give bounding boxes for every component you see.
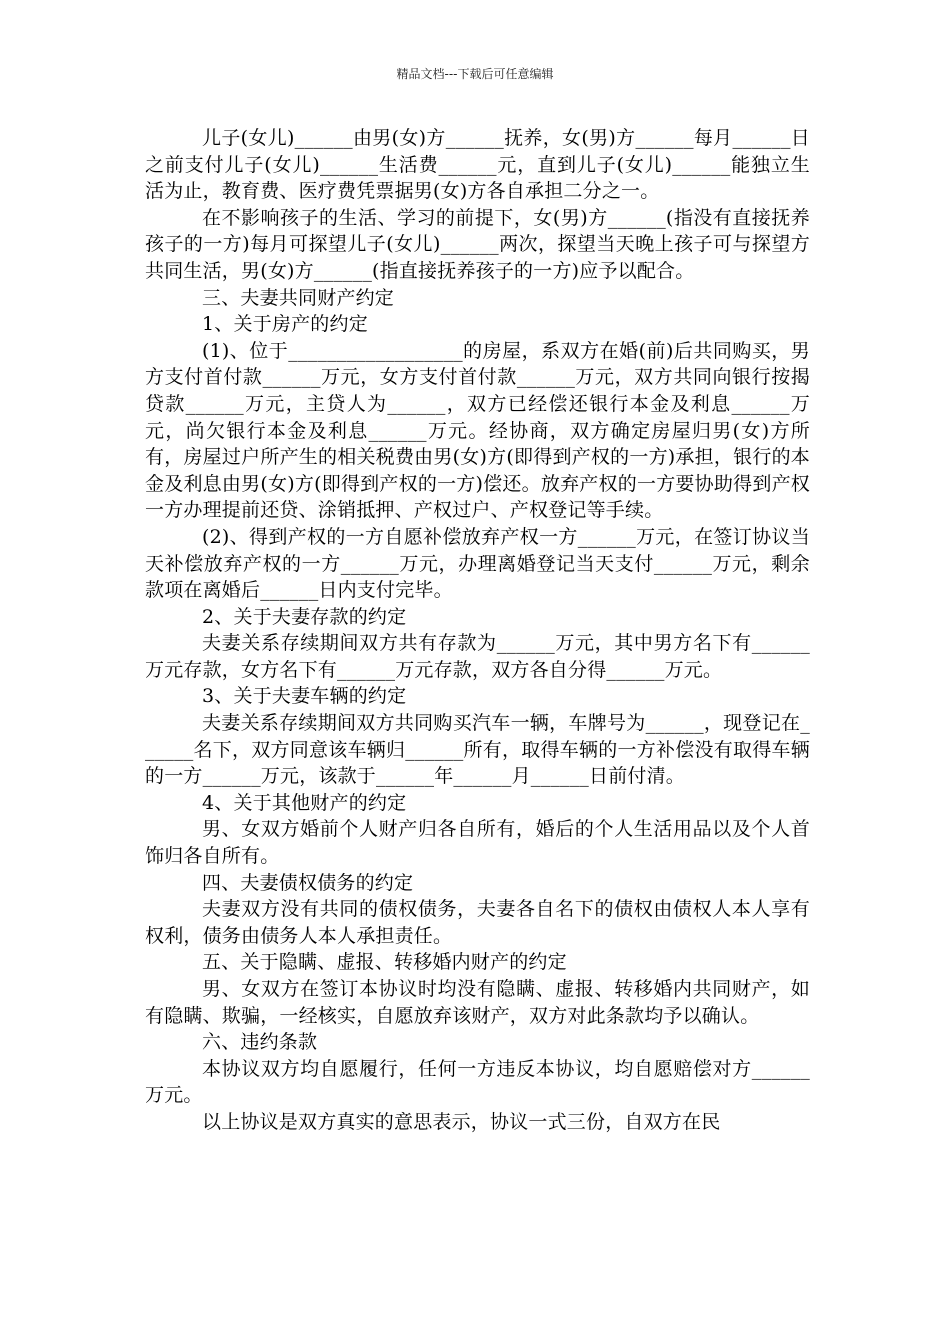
section-heading-property: 三、夫妻共同财产约定 [202,286,395,309]
paragraph-custody: 儿子(女儿)______由男(女)方______抚养，女(男)方______每月______日之前支付儿子(女儿)______生活费______元，直到儿子(女儿)______能独立生活为止，教育费、医疗费凭票据男(女)方各自承担二分之一。 [145,127,810,203]
paragraph-visitation: 在不影响孩子的生活、学习的前提下，女(男)方______(指没有直接抚养孩子的一方)每月可探望儿子(女儿)______两次，探望当天晚上孩子可与探望方共同生活，男(女)方______(指直接抚养孩子的一方)应予以配合。 [145,206,810,282]
section-heading-debts: 四、夫妻债权债务的约定 [202,871,414,894]
paragraph-closing: 以上协议是双方真实的意思表示，协议一式三份，自双方在民 [202,1110,721,1133]
section-heading-breach: 六、违约条款 [202,1031,318,1054]
subsection-heading-vehicle: 3、关于夫妻车辆的约定 [202,685,407,708]
paragraph-deposits: 夫妻关系存续期间双方共有存款为______万元，其中男方名下有______万元存款，女方名下有______万元存款，双方各自分得______万元。 [145,632,810,681]
paragraph-other-property: 男、女双方婚前个人财产归各自所有，婚后的个人生活用品以及个人首饰归各自所有。 [145,818,810,868]
paragraph-vehicle: 夫妻关系存续期间双方共同购买汽车一辆，车牌号为______，现登记在______名下，双方同意该车辆归______所有，取得车辆的一方补偿没有取得车辆的一方______万元，该款于______年______月______日前付清。 [145,712,810,788]
page-header: 精品文档---下载后可任意编辑 [396,67,554,81]
section-heading-concealment: 五、关于隐瞒、虚报、转移婚内财产的约定 [202,951,567,974]
paragraph-concealment: 男、女双方在签订本协议时均没有隐瞒、虚报、转移婚内共同财产，如有隐瞒、欺骗，一经核实，自愿放弃该财产，双方对此条款均予以确认。 [145,978,810,1027]
paragraph-breach: 本协议双方均自愿履行，任何一方违反本协议，均自愿赔偿对方______万元。 [145,1057,810,1107]
paragraph-house-2: (2)、得到产权的一方自愿补偿放弃产权一方______万元，在签订协议当天补偿放弃产权的一方______万元，办理离婚登记当天支付______万元，剩余款项在离婚后______日内支付完毕。 [145,525,810,602]
subsection-heading-other-property: 4、关于其他财产的约定 [202,791,407,814]
subsection-heading-deposits: 2、关于夫妻存款的约定 [202,605,407,628]
document-body [145,125,810,1136]
subsection-heading-house: 1、关于房产的约定 [202,313,368,336]
paragraph-house-1: (1)、位于__________________的房屋，系双方在婚(前)后共同购买，男方支付首付款______万元，女方支付首付款______万元，双方共同向银行按揭贷款______万元，主贷人为______，双方已经偿还银行本金及利息______万元，尚欠银行本金及利息______万元。经协商，双方确定房屋归男(女)方所有，房屋过户所产生的相关税费由男(女)方(即得到产权的一方)承担，银行的本金及利息由男(女)方(即得到产权的一方)偿还。放弃产权的一方要协助得到产权一方办理提前还贷、涂销抵押、产权过户、产权登记等手续。 [145,339,810,522]
paragraph-debts: 夫妻双方没有共同的债权债务，夫妻各自名下的债权由债权人本人享有权利，债务由债务人本人承担责任。 [145,898,810,947]
